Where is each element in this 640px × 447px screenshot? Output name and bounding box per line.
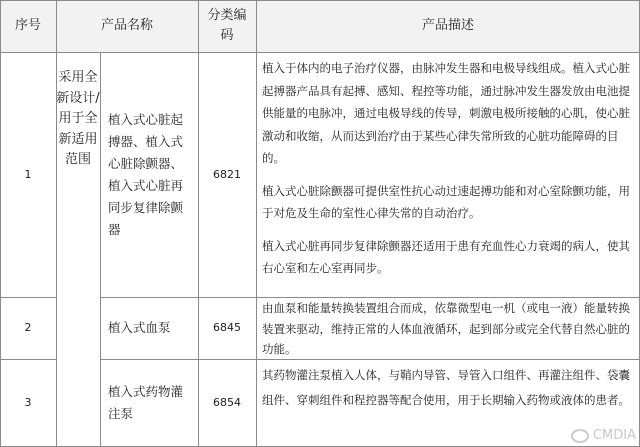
header-index-text: 序号 — [14, 18, 41, 33]
header-description — [256, 0, 640, 52]
col-line-code — [256, 0, 257, 447]
row3-code-text: 6854 — [213, 395, 241, 409]
header-code-line2: 码 — [220, 28, 234, 43]
row2-product-name — [100, 297, 198, 359]
row3-index-text: 3 — [24, 395, 32, 409]
row2-code — [198, 297, 256, 359]
row3-product-name — [100, 359, 198, 446]
row1-index-text: 1 — [24, 167, 32, 181]
row1-desc-paragraph-1: 植入于体内的电子治疗仪器，由脉冲发生器和电极导线组成。植入式心脏起搏器产品具有起搏、感知、程控等功能，通过脉冲发生器发放由电池提供能量的电脉冲，通过电极导线的传导，刺激电极所接触的心肌，使心脏激动和收缩，从而达到治疗由于某些心律失常所致的心脏功能障碍的目的。 — [262, 61, 630, 165]
row2-code-text: 6845 — [213, 321, 241, 334]
row1-product-name-text: 植入式心脏起搏器、植入式心脏除颤器、植入式心脏再同步复律除颤器 — [108, 111, 184, 237]
row1-desc-paragraph-3: 植入式心脏再同步复律除颤器还适用于患有充血性心力衰竭的病人，使其右心室和左心室再同步。 — [262, 238, 630, 275]
row1-code-text: 6821 — [213, 167, 241, 181]
header-description-text: 产品描述 — [421, 18, 474, 33]
row3-product-name-text: 植入式药物灌注泵 — [108, 383, 184, 421]
header-code-line1: 分类编 — [207, 8, 247, 23]
row3-desc-paragraph-1: 其药物灌注泵植入人体，与鞘内导管、导管入口组件、再灌注组件、袋囊组件、穿刺组件和程控器等配合使用，用于长期输入药物或液体的患者。 — [262, 368, 630, 407]
header-product-name — [56, 0, 198, 52]
watermark — [571, 428, 636, 443]
row1-description — [262, 57, 636, 280]
row1-code — [198, 52, 256, 297]
row3-index — [0, 359, 56, 446]
row3-description — [262, 363, 636, 413]
header-index — [0, 0, 56, 52]
category-cell: 采用全新设计/用于全新适用范围 — [56, 70, 100, 168]
row2-index — [0, 297, 56, 359]
watermark-text: CMDIA — [592, 428, 636, 443]
row2-description — [262, 297, 636, 360]
header-bottom-line — [0, 52, 640, 53]
row1-index — [0, 52, 56, 297]
row1-desc-paragraph-2: 植入式心脏除颤器可提供室性抗心动过速起搏功能和对心室除颤功能，用于对危及生命的室性心律失常的自动治疗。 — [262, 183, 630, 220]
row2-index-text: 2 — [24, 321, 32, 334]
row2-product-name-text: 植入式血泵 — [108, 320, 171, 335]
row1-product-name — [100, 52, 198, 297]
header-product-name-text: 产品名称 — [100, 18, 153, 33]
row2-desc-paragraph-1: 由血泵和能量转换装置组合而成，依靠微型电一机（或电一液）能量转换装置来驱动，维持正常的人体血液循环，起到部分或完全代替自然心脏的功能。 — [262, 301, 630, 356]
chat-bubble-icon — [571, 429, 589, 443]
row3-code — [198, 359, 256, 446]
header-code — [198, 0, 256, 52]
